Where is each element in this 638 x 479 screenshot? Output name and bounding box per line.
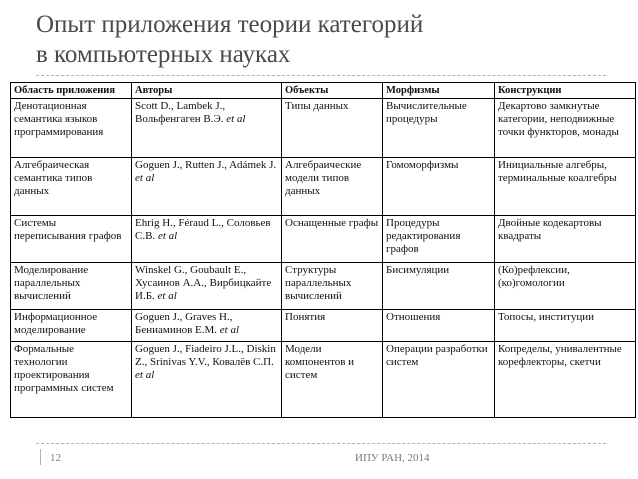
- header-objects: Объекты: [282, 83, 383, 99]
- cell-authors: [132, 342, 282, 418]
- title-divider: [36, 75, 606, 76]
- cell-area: Системы переписывания графов: [11, 216, 132, 263]
- cell-authors-suffix: et al: [157, 290, 177, 302]
- cell-area: Денотационная семантика языков программирования: [11, 99, 132, 158]
- header-constructions: Конструкции: [495, 83, 636, 99]
- header-authors: Авторы: [132, 83, 282, 99]
- slide-title: [36, 10, 626, 70]
- cell-area: Формальные технологии проектирования программных систем: [11, 342, 132, 418]
- table-row: [11, 158, 636, 216]
- cell-constructions: Двойные кодекартовы квадраты: [495, 216, 636, 263]
- cell-authors: [132, 263, 282, 310]
- cell-area: Моделирование параллельных вычислений: [11, 263, 132, 310]
- header-morphisms: Морфизмы: [383, 83, 495, 99]
- cell-morphisms: Бисимуляции: [383, 263, 495, 310]
- cell-constructions: Инициальные алгебры, терминальные коалгебры: [495, 158, 636, 216]
- cell-authors-suffix: et al: [157, 230, 178, 242]
- cell-authors-suffix: et al: [135, 172, 155, 184]
- table-row: [11, 99, 636, 158]
- cell-area: Алгебраическая семантика типов данных: [11, 158, 132, 216]
- cell-authors: [132, 158, 282, 216]
- cell-constructions: Декартово замкнутые категории, неподвижные точки функторов, монады: [495, 99, 636, 158]
- cell-objects: Понятия: [282, 310, 383, 342]
- cell-objects: Структуры параллельных вычислений: [282, 263, 383, 310]
- cell-morphisms: Операции разработки систем: [383, 342, 495, 418]
- table-row: [11, 310, 636, 342]
- cell-authors-names: Goguen J., Graves H., Бениаминов Е.М.: [135, 311, 233, 336]
- cell-authors-suffix: et al: [135, 369, 155, 381]
- cell-constructions: (Ко)рефлексии, (ко)гомологии: [495, 263, 636, 310]
- cell-authors: [132, 99, 282, 158]
- cell-morphisms: Отношения: [383, 310, 495, 342]
- cell-objects: Оснащенные графы: [282, 216, 383, 263]
- cell-objects: Модели компонентов и систем: [282, 342, 383, 418]
- cell-morphisms: Вычислительные процедуры: [383, 99, 495, 158]
- cell-morphisms: Процедуры редактирования графов: [383, 216, 495, 263]
- footer-divider: [36, 443, 606, 444]
- table-row: [11, 263, 636, 310]
- cell-constructions: Топосы, институции: [495, 310, 636, 342]
- cell-authors: [132, 310, 282, 342]
- categories-table: [10, 82, 636, 418]
- cell-authors-names: Goguen J., Rutten J., Adámek J.: [135, 159, 277, 171]
- header-area: Область приложения: [11, 83, 132, 99]
- cell-authors-names: Winskel G., Goubault E., Хусаинов А.А., Вирбицкайте И.Б.: [135, 264, 272, 302]
- table-row: [11, 216, 636, 263]
- table-row: [11, 342, 636, 418]
- page-number-marker: [40, 449, 41, 465]
- cell-authors-names: Scott D., Lambek J., Вольфенгаген В.Э.: [135, 100, 226, 125]
- cell-objects: Типы данных: [282, 99, 383, 158]
- footer-org: ИПУ РАН, 2014: [355, 452, 430, 464]
- table-header-row: [11, 83, 636, 99]
- cell-area: Информационное моделирование: [11, 310, 132, 342]
- page-number: 12: [50, 452, 61, 464]
- cell-authors-suffix: et al: [219, 324, 240, 336]
- cell-authors: [132, 216, 282, 263]
- cell-objects: Алгебраические модели типов данных: [282, 158, 383, 216]
- cell-constructions: Копределы, унивалентные корефлекторы, скетчи: [495, 342, 636, 418]
- cell-morphisms: Гомоморфизмы: [383, 158, 495, 216]
- slide-title-line-1: Опыт приложения теории категорий: [36, 11, 424, 38]
- slide-title-line-2: в компьютерных науках: [36, 41, 291, 68]
- cell-authors-names: Ehrig H., Féraud L., Соловьев С.В.: [135, 217, 271, 242]
- cell-authors-suffix: et al: [226, 113, 246, 125]
- cell-authors-names: Goguen J., Fiadeiro J.L., Diskin Z., Srinivas Y.V., Ковалёв С.П.: [135, 343, 276, 368]
